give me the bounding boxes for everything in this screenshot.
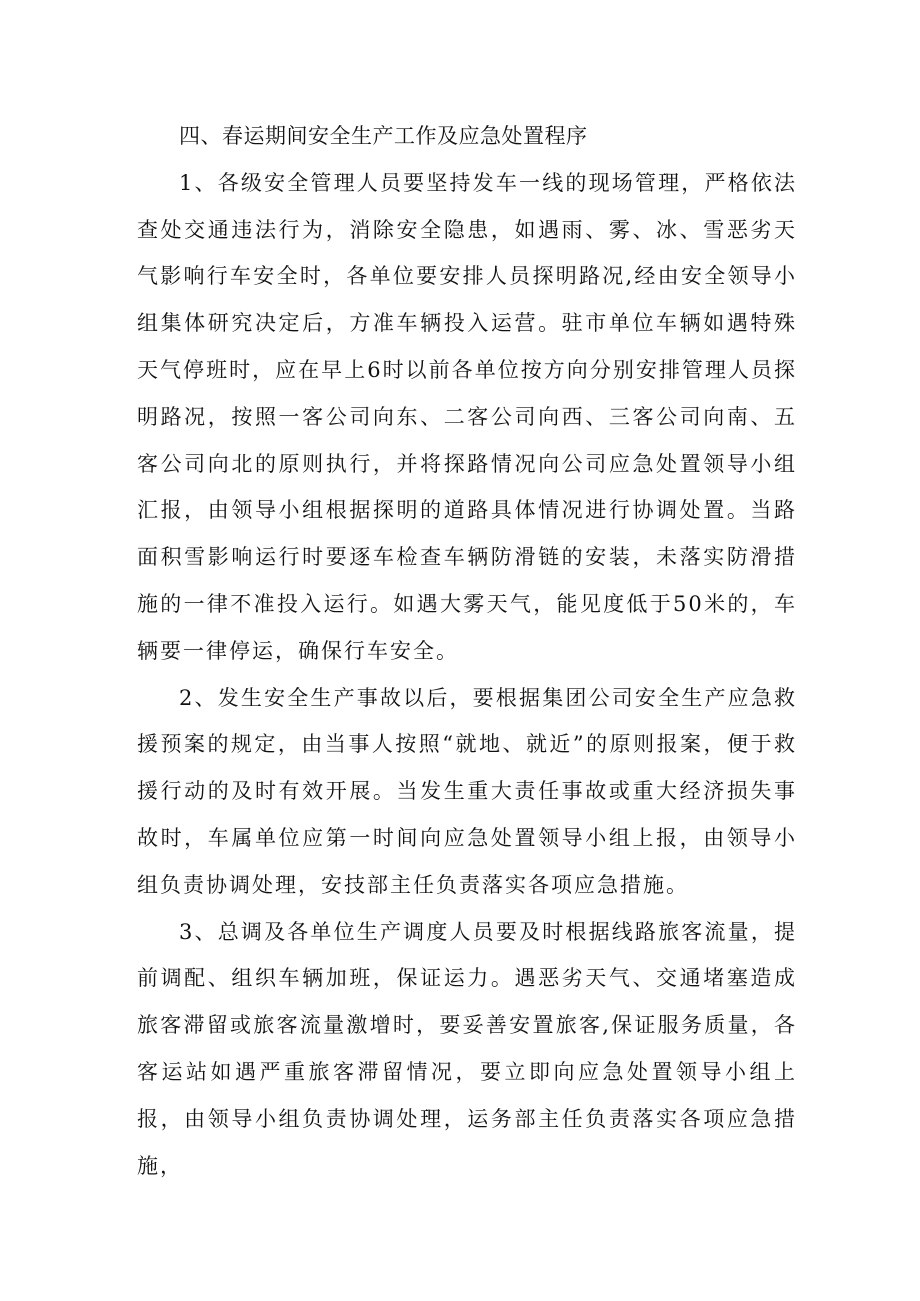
paragraph-1: 1、各级安全管理人员要坚持发车一线的现场管理，严格依法查处交通违法行为，消除安全隐患，如遇雨、雾、冰、雪恶劣天气影响行车安全时，各单位要安排人员探明路况,经由安全领导小组集体研究决定后，方准车辆投入运营。驻市单位车辆如遇特殊天气停班时，应在早上6时以前各单位按方向分别安排管理人员探明路况，按照一客公司向东、二客公司向西、三客公司向南、五客公司向北的原则执行，并将探路情况向公司应急处置领导小组汇报，由领导小组根据探明的道路具体情况进行协调处置。当路面积雪影响运行时要逐车检查车辆防滑链的安装，未落实防滑措施的一律不准投入运行。如遇大雾天气，能见度低于50米的，车辆要一律停运，确保行车安全。 xyxy=(137,170,797,663)
paragraph-2: 2、发生安全生产事故以后，要根据集团公司安全生产应急救援预案的规定，由当事人按照“就地、就近”的原则报案，便于救援行动的及时有效开展。当发生重大责任事故或重大经济损失事故时，车属单位应第一时间向应急处置领导小组上报，由领导小组负责协调处理，安技部主任负责落实各项应急措施。 xyxy=(137,685,797,897)
paragraph-3: 3、总调及各单位生产调度人员要及时根据线路旅客流量，提前调配、组织车辆加班，保证运力。遇恶劣天气、交通堵塞造成旅客滞留或旅客流量激增时，要妥善安置旅客,保证服务质量，各客运站如遇严重旅客滞留情况，要立即向应急处置领导小组上报，由领导小组负责协调处理，运务部主任负责落实各项应急措施， xyxy=(137,919,797,1178)
section-heading: 四、春运期间安全生产工作及应急处置程序 xyxy=(179,124,588,148)
document-body xyxy=(137,113,797,1189)
